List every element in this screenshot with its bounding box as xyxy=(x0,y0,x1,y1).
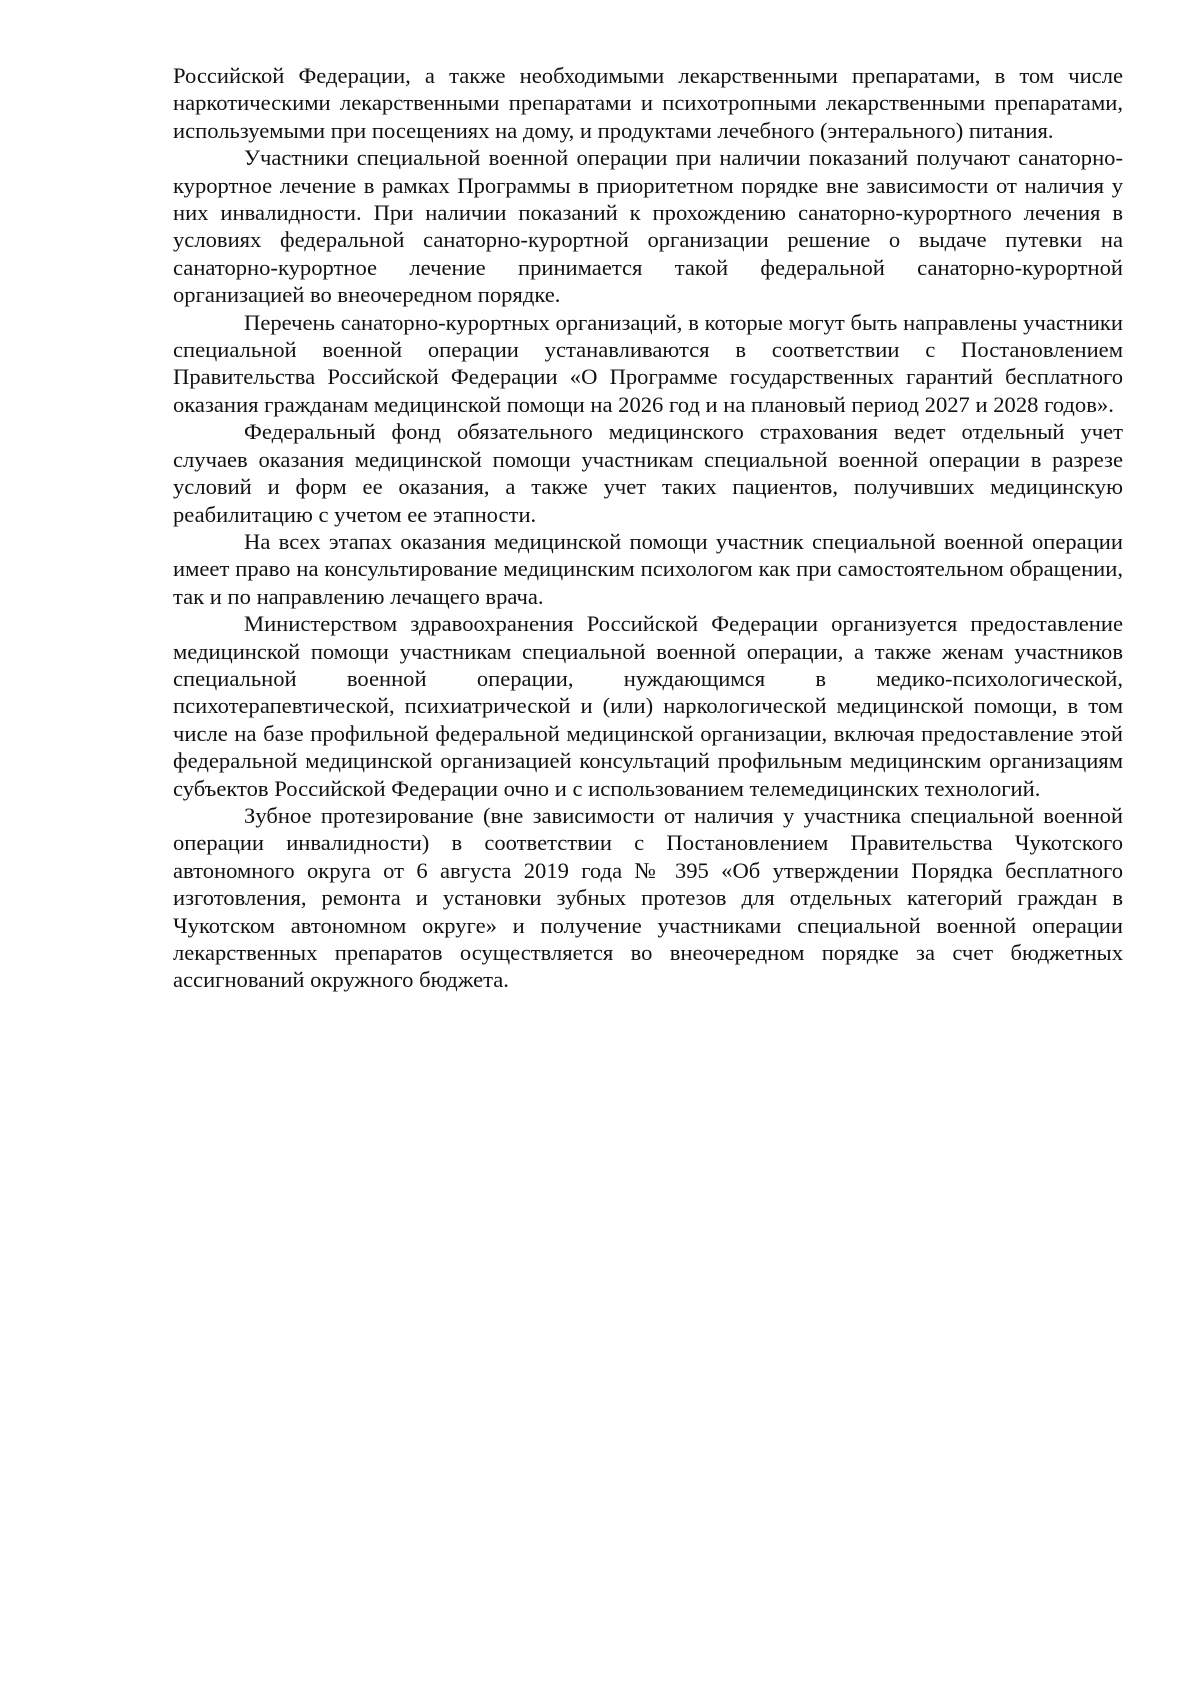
paragraph-ministry-of-health: Министерством здравоохранения Российской Федерации организуется предоставление медицинской помощи участникам специальной военной операции, а также женам участников специальной военной операции, нуждающимся в медико-психологической, психотерапевтической, психиатрической и (или) наркологической медицинской помощи, в том числе на базе профильной федеральной медицинской организации, включая предоставление этой федеральной медицинской организацией консультаций профильным медицинским организациям субъектов Российской Федерации очно и с использованием телемедицинских технологий. xyxy=(173,611,1123,801)
paragraph-insurance-fund: Федеральный фонд обязательного медицинского страхования ведет отдельный учет случаев оказания медицинской помощи участникам специальной военной операции в разрезе условий и форм ее оказания, а также учет таких пациентов, получивших медицинскую реабилитацию с учетом ее этапности. xyxy=(173,419,1123,527)
paragraph-dental-prosthetics: Зубное протезирование (вне зависимости от наличия у участника специальной военной операции инвалидности) в соответствии с Постановлением Правительства Чукотского автономного округа от 6 августа 2019 года № 395 «Об утверждении Порядка бесплатного изготовления, ремонта и установки зубных протезов для отдельных категорий граждан в Чукотском автономном округе» и получение участниками специальной военной операции лекарственных препаратов осуществляется во внеочередном порядке за счет бюджетных ассигнований окружного бюджета. xyxy=(173,802,1123,993)
paragraph-sanatorium-list: Перечень санаторно-курортных организаций, в которые могут быть направлены участники специальной военной операции устанавливаются в соответствии с Постановлением Правительства Российской Федерации «О Программе государственных гарантий бесплатного оказания гражданам медицинской помощи на 2026 год и на плановый период 2027 и 2028 годов». xyxy=(173,309,1123,417)
paragraph-continuation: Российской Федерации, а также необходимыми лекарственными препаратами, в том числе наркотическими лекарственными препаратами и психотропными лекарственными препаратами, используемыми при посещениях на дому, и продуктами лечебного (энтерального) питания. xyxy=(173,63,1123,143)
paragraph-sanatorium-treatment: Участники специальной военной операции при наличии показаний получают санаторно-курортное лечение в рамках Программы в приоритетном порядке вне зависимости от наличия у них инвалидности. При наличии показаний к прохождению санаторно-курортного лечения в условиях федеральной санаторно-курортной организации решение о выдаче путевки на санаторно-курортное лечение принимается такой федеральной санаторно-курортной организацией во внеочередном порядке. xyxy=(173,145,1123,308)
document-page xyxy=(173,62,1123,994)
paragraph-psychologist: На всех этапах оказания медицинской помощи участник специальной военной операции имеет право на консультирование медицинским психологом как при самостоятельном обращении, так и по направлению лечащего врача. xyxy=(173,528,1123,609)
